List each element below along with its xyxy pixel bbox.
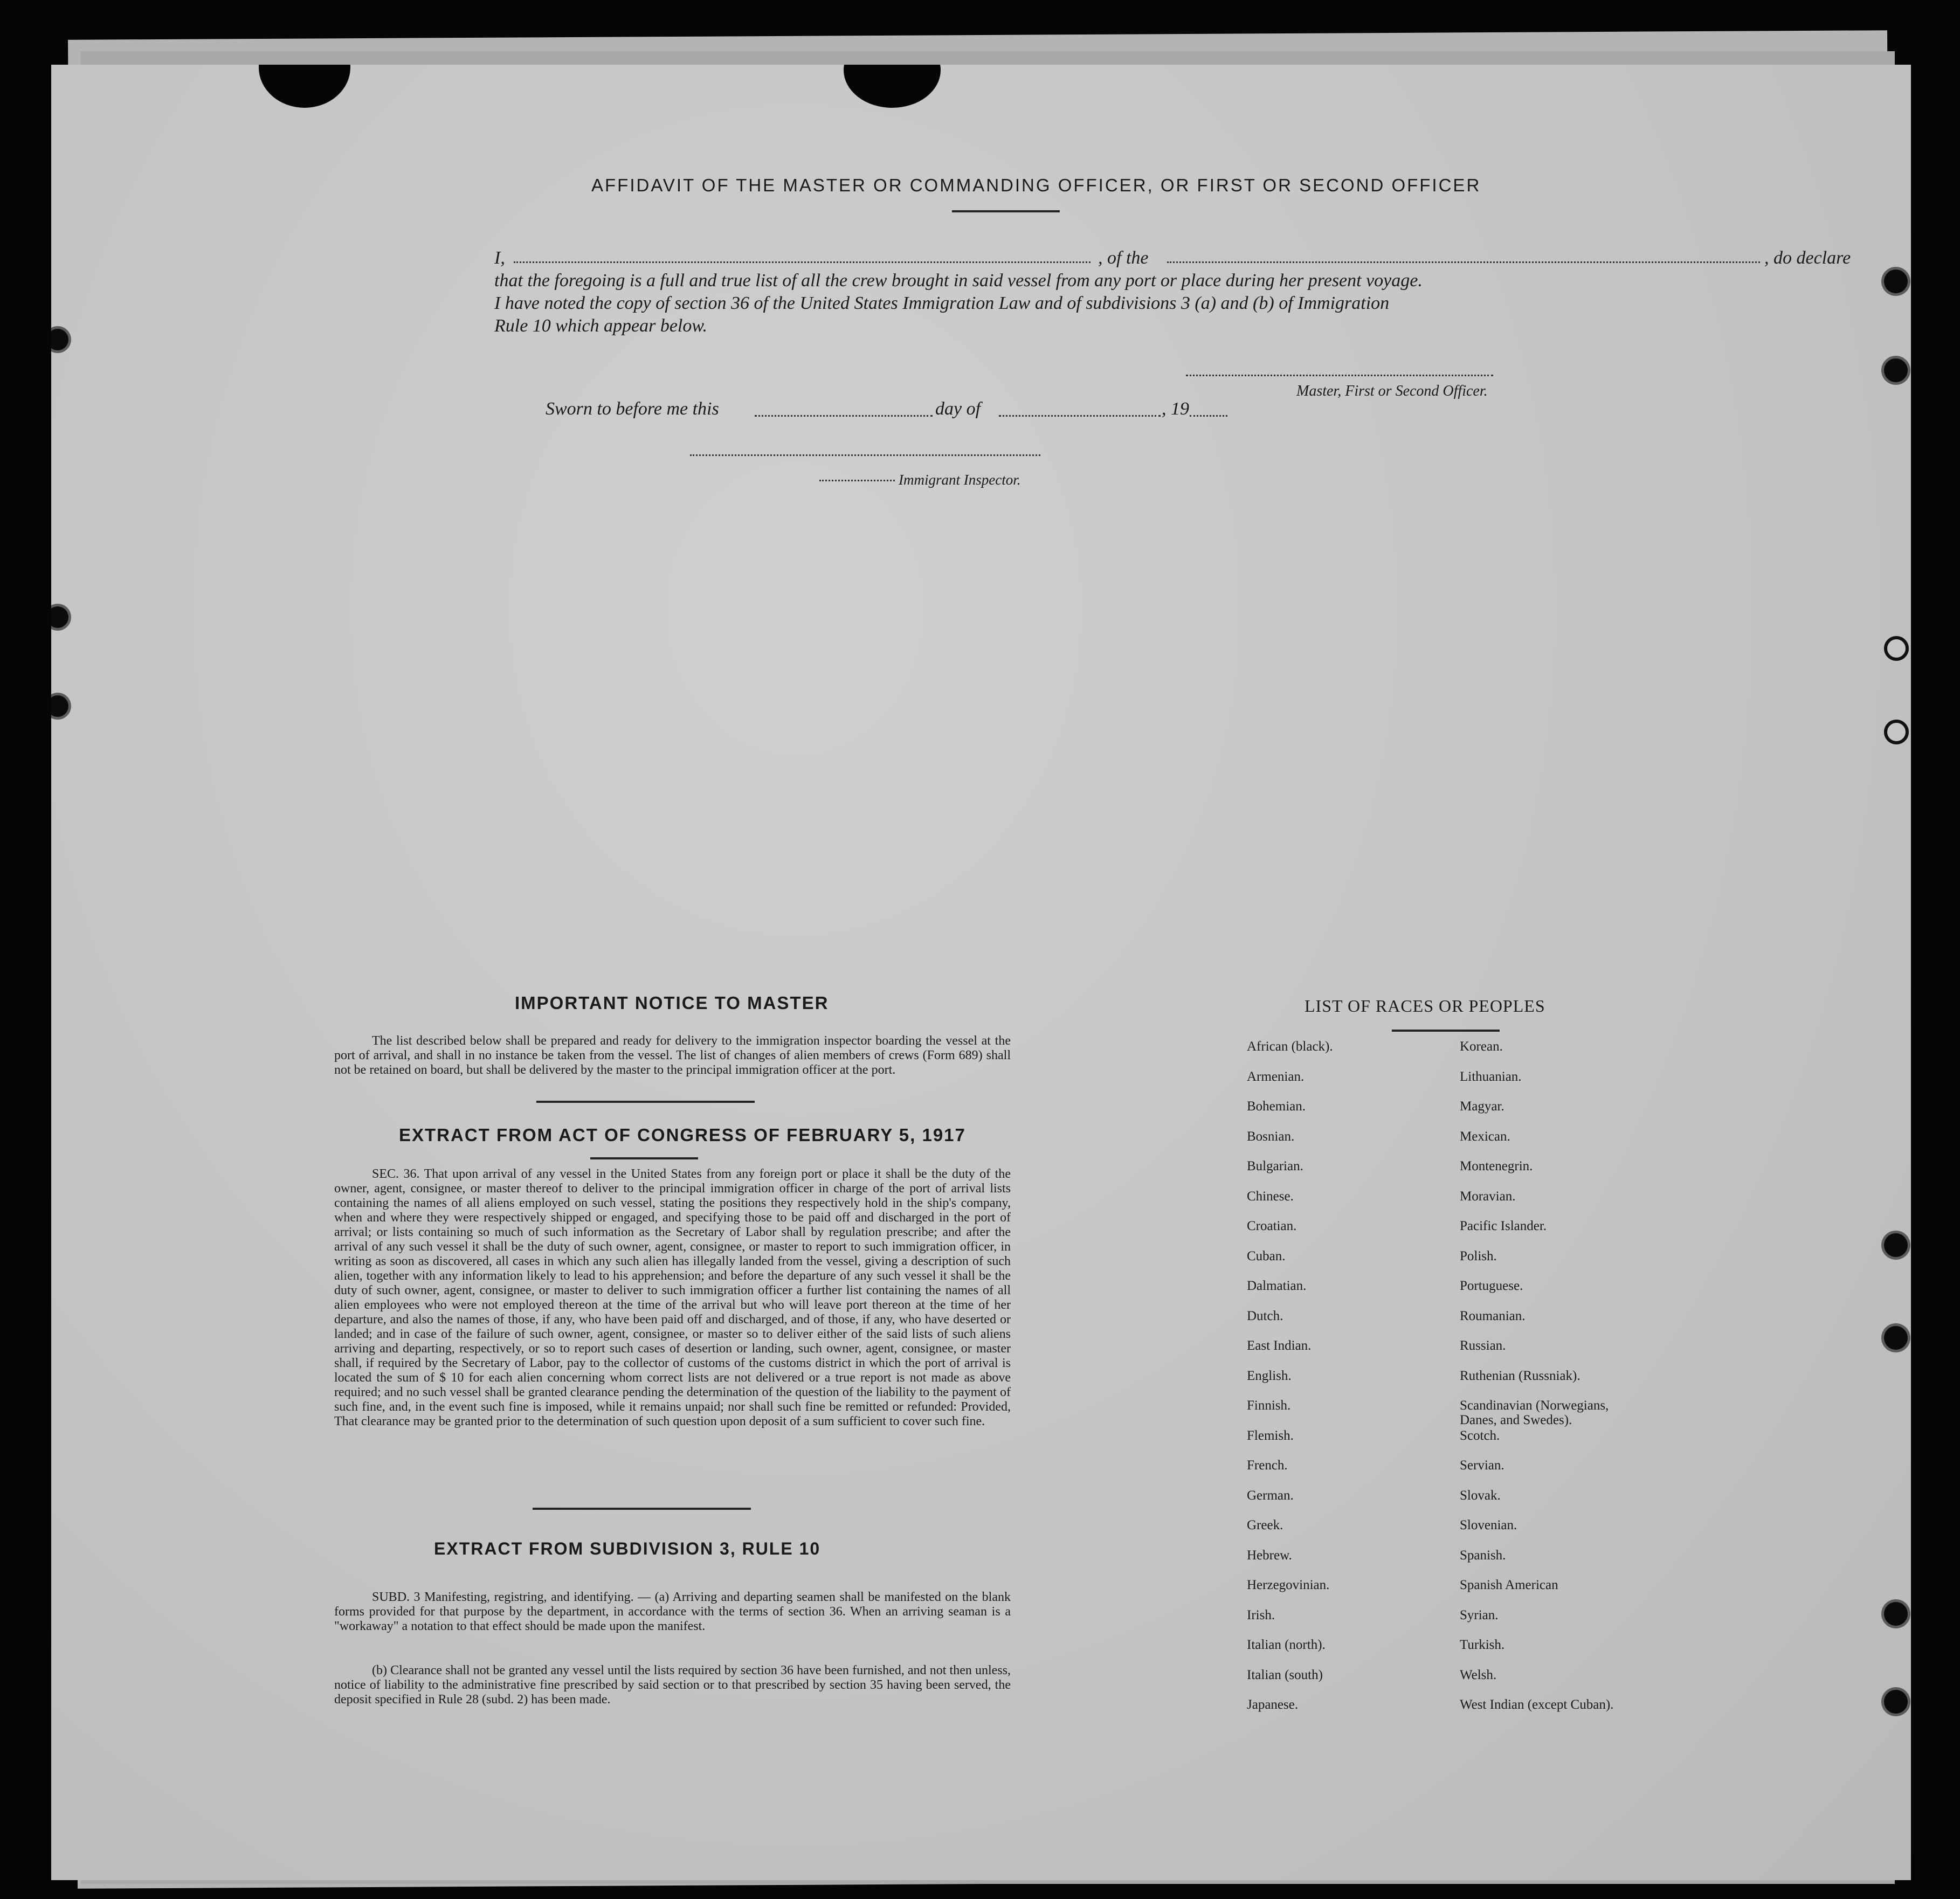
declaration-i: I, [494,248,505,268]
torn-edge [259,65,350,108]
punch-hole [1884,1326,1908,1350]
race-item: Mexican. [1460,1129,1510,1144]
race-item: Roumanian. [1460,1308,1526,1323]
race-item: Italian (south) [1247,1667,1323,1682]
master-signature-line[interactable] [1186,375,1493,376]
race-item: Russian. [1460,1338,1506,1353]
race-item: Spanish American [1460,1578,1558,1592]
punch-hole [1884,270,1908,293]
sworn-text: Sworn to before me this [546,399,719,419]
races-heading: LIST OF RACES OR PEOPLES [1305,996,1545,1016]
race-item: African (black). [1247,1039,1333,1054]
form-page [51,65,1911,1880]
race-item: Pacific Islander. [1460,1219,1547,1233]
declaration-line: that the foregoing is a full and true list of all the crew brought in said vessel from any port or place during her present voyage. [494,271,1423,291]
race-item: Bohemian. [1247,1099,1306,1114]
race-item: Servian. [1460,1458,1504,1473]
race-item: Scotch. [1460,1428,1500,1443]
race-item: Magyar. [1460,1099,1504,1114]
race-item: Hebrew. [1247,1548,1292,1563]
race-item: Greek. [1247,1518,1283,1532]
race-item: Welsh. [1460,1667,1497,1682]
race-item: Polish. [1460,1248,1497,1263]
race-item: West Indian (except Cuban). [1460,1697,1614,1712]
year-blank-line[interactable] [1190,415,1227,417]
affidavit-title: AFFIDAVIT OF THE MASTER OR COMMANDING OFFICER, OR FIRST OR SECOND OFFICER [591,175,1481,195]
race-item: Finnish. [1247,1398,1291,1413]
divider [952,210,1060,212]
month-blank-line[interactable] [999,415,1161,417]
divider [1392,1030,1500,1032]
divider [533,1508,751,1510]
declaration-line: I have noted the copy of section 36 of the United States Immigration Law and of subdivisions 3 (a) and (b) of Immigration [494,293,1390,313]
race-item: French. [1247,1458,1288,1473]
race-item: Korean. [1460,1039,1503,1054]
divider [536,1101,755,1103]
extract-act-heading: EXTRACT FROM ACT OF CONGRESS OF FEBRUARY 5, 1917 [399,1125,966,1145]
section-36-text: SEC. 36. That upon arrival of any vessel in the United States from any foreign port or place it shall be the duty of the owner, agent, consignee, or master thereof to deliver to the principal immigration officer in charge of the port of arrival lists containing the names of all aliens employed on such vessel, stating the positions they respectively hold in the ship's company, when and where they were respectively shipped or engaged, and specifying those to be paid off and discharged in the port of arrival; or lists containing so much of such information as the Secretary of Labor shall by regulation prescribe; and after the arrival of any such vessel it shall be the duty of such owner, agent, consignee, or master to report to such immigration officer, in writing as soon as discovered, all cases in which any such alien has illegally landed from the vessel, giving a description of such alien, together with any information likely to lead to his apprehension; and before the departure of any such vessel it shall be the duty of such owner, agent, consignee, or master to deliver to such immigration officer a further list containing the names of all alien employees who were not employed thereon at the time of the arrival but who will leave port thereon at the time of her departure, and also the names of those, if any, who have been paid off and discharged, and of those, if any, who have deserted or landed; and in case of the failure of such owner, agent, consignee, or master so to deliver either of the said lists of such aliens arriving and departing, respectively, or so to report such cases of desertion or landing, such owner, agent, consignee, or master shall, if required by the Secretary of Labor, pay to the collector of customs of the customs district in which the port of arrival is located the sum of $ 10 for each alien concerning whom correct lists are not delivered or a true report is not made as above required; and no such vessel shall be granted clearance pending the determination of the question of the liability to the payment of such fine, and, in the event such fine is imposed, while it remains unpaid; nor shall such fine be remitted or refunded: Provided, That clearance may be granted prior to the determination of such question upon deposit of a sum sufficient to cover such fine. [334,1167,1011,1428]
race-item: Irish. [1247,1607,1275,1622]
declaration-do-declare: , do declare [1764,248,1851,268]
name-blank-line[interactable] [514,261,1091,263]
notice-body: The list described below shall be prepared and ready for delivery to the immigration inspector boarding the vessel at the port of arrival, and shall in no instance be taken from the vessel. The list of changes of alien members of crews (Form 689) shall not be retained on board, but shall be delivered by the master to the principal immigration officer at the port. [334,1034,1011,1077]
sworn-day-of: day of [935,399,981,419]
race-item: Portuguese. [1460,1279,1523,1293]
declaration-of-the: , of the [1098,248,1149,268]
race-item: Croatian. [1247,1219,1297,1233]
race-item: Dalmatian. [1247,1279,1307,1293]
race-item: Dutch. [1247,1308,1283,1323]
divider [590,1157,698,1159]
race-item: Armenian. [1247,1069,1305,1084]
race-item: Japanese. [1247,1697,1299,1712]
race-item: Ruthenian (Russniak). [1460,1368,1581,1383]
inspector-label: Immigrant Inspector. [899,472,1021,488]
race-item: Flemish. [1247,1428,1294,1443]
race-item: Moravian. [1460,1189,1516,1204]
vessel-blank-line[interactable] [1167,261,1760,263]
race-item: Syrian. [1460,1607,1499,1622]
extract-rule-heading: EXTRACT FROM SUBDIVISION 3, RULE 10 [434,1539,821,1558]
race-item: Turkish. [1460,1638,1505,1652]
race-item: German. [1247,1488,1294,1503]
race-item: East Indian. [1247,1338,1312,1353]
punch-hole [51,329,68,350]
punch-hole [51,606,68,628]
subdivision-3b-text: (b) Clearance shall not be granted any vessel until the lists required by section 36 have been furnished, and not then unless, notice of liability to the administrative fine prescribed by said section or to that prescribed by section 35 having been served, the deposit specified in Rule 28 (subd. 2) has been made. [334,1663,1011,1707]
race-item: Slovak. [1460,1488,1501,1503]
subdivision-3a-text: SUBD. 3 Manifesting, registring, and identifying. — (a) Arriving and departing seamen shall be manifested on the blank forms provided for that purpose by the department, in accordance with the terms of section 36. When an arriving seaman is a "workaway" a notation to that effect should be made upon the manifest. [334,1590,1011,1633]
punch-hole [51,695,68,717]
punch-hole [1884,1690,1908,1714]
race-item: Herzegovinian. [1247,1578,1330,1592]
master-signature-label: Master, First or Second Officer. [1296,383,1488,399]
inspector-signature-line[interactable] [819,480,895,481]
punch-hole [1884,358,1908,382]
race-item: Bosnian. [1247,1129,1295,1144]
punch-hole [1884,636,1909,661]
torn-edge [844,65,941,108]
race-item: Chinese. [1247,1189,1294,1204]
race-item: Bulgarian. [1247,1159,1303,1173]
race-item: Montenegrin. [1460,1159,1533,1173]
race-item: Spanish. [1460,1548,1506,1563]
notice-heading: IMPORTANT NOTICE TO MASTER [515,993,829,1013]
punch-hole [1884,1233,1908,1257]
race-item: Scandinavian (Norwegians, Danes, and Swedes). [1460,1398,1609,1427]
race-item: Cuban. [1247,1248,1286,1263]
race-item: Italian (north). [1247,1638,1326,1652]
day-blank-line[interactable] [755,415,933,417]
sworn-year-prefix: , 19 [1162,399,1189,419]
declaration-line: Rule 10 which appear below. [494,316,708,336]
race-item: English. [1247,1368,1292,1383]
punch-hole [1884,1602,1908,1626]
inspector-signature-line[interactable] [690,454,1040,456]
race-item: Slovenian. [1460,1518,1517,1532]
race-item: Lithuanian. [1460,1069,1522,1084]
punch-hole [1884,720,1909,744]
